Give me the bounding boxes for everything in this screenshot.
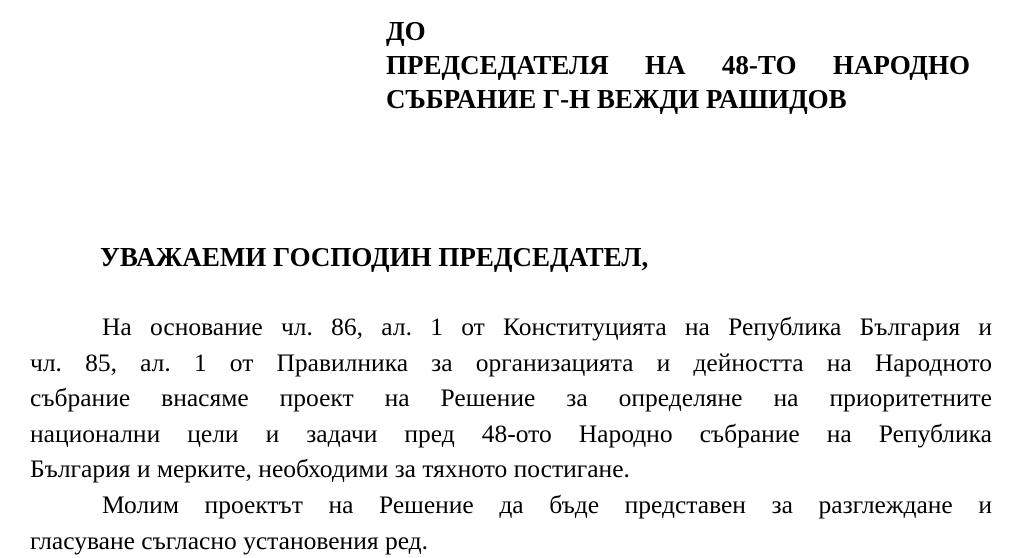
addressee-block	[386, 14, 970, 116]
paragraph-2-line-2: гласуване съгласно установения ред.	[30, 525, 429, 555]
paragraph-1-line-3: събрание внасяме проект на Решение за определяне на приоритетните	[30, 383, 992, 413]
paragraph-1-line-2: чл. 85, ал. 1 от Правилника за организацията и дейността на Народното	[30, 347, 992, 377]
paragraph-2-line-1: Молим проектът на Решение да бъде представен за разглеждане и	[102, 489, 992, 519]
addressee-line-name: СЪБРАНИЕ Г-Н ВЕЖДИ РАШИДОВ	[386, 84, 847, 114]
paragraph-1-line-1: На основание чл. 86, ал. 1 от Конституцията на Република България и	[102, 312, 992, 341]
paragraph-1-line-4: национални цели и задачи пред 48-ото Народно събрание на Република	[30, 418, 992, 448]
addressee-line-chairman: ПРЕДСЕДАТЕЛЯ НА 48-ТО НАРОДНО	[386, 50, 970, 80]
letter-body	[30, 309, 992, 558]
addressee-line-to: ДО	[386, 16, 426, 46]
paragraph-1-line-5: България и мерките, необходими за тяхното постигане.	[30, 454, 630, 484]
salutation: УВАЖАЕМИ ГОСПОДИН ПРЕДСЕДАТЕЛ,	[100, 242, 649, 272]
